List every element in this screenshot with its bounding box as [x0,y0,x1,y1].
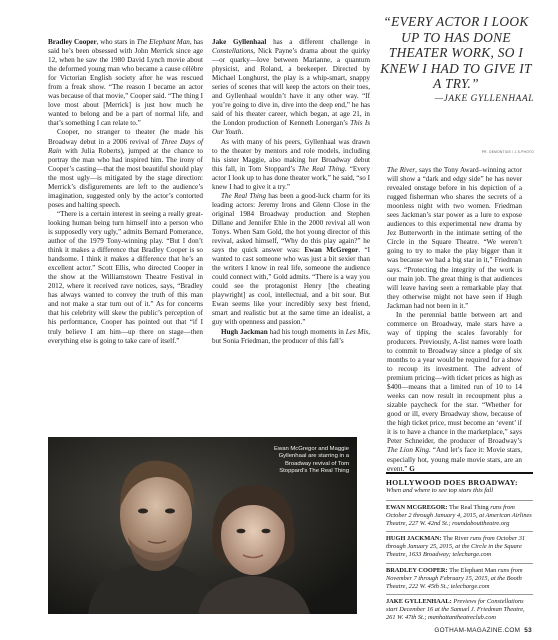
pull-quote [378,14,534,104]
sidebar-entry [386,594,533,622]
photo-credit: PR. DEMONTIUS / J.S.PHOTO [481,150,534,154]
paragraph: In the perennial battle between art and commerce on Broadway, male stars have a way of tipping the scales favorably for producers. Previously, A-list names were loath to commit to Broadway since a pledge of six months to a year would be required for a show to recoup its investment. The advent of premium pricing—with ticket prices as high as $400—means that a limited run of 10 to 14 weeks can now result in recoupment plus a sizable paycheck for the star. “Whether for good or ill, every Broadway show, because of the high ticket price, must become an ‘event’ if it is to have a chance in the marketplace,” says Peter Schneider, the producer of Broadway’s The Lion King. “And let’s face it: Movie stars, especially hot, young male movie stars, are an event.” G [387,310,523,473]
show-title: The River [387,166,416,174]
article-column-3 [387,166,522,474]
show-title: The Real Thing [448,504,489,511]
actor-name: HUGH JACKMAN: [386,535,442,543]
paragraph: Bradley Cooper, who stars in The Elephant Man, has said he’s been obsessed with John Merrick since age 12, when he saw the 1980 David Lynch movie about the deformed young man who became a cause célèbre for Victorian English society after he was rescued from a freak show. “The reason I became an actor was because of that movie,” Cooper said. “The thing I love most about [Merrick] is just how much he wanted to belong and be a part of normal life, and that’s something I can relate to.” [48,38,203,128]
page-footer [434,627,532,634]
show-title: The Lion King [387,446,429,455]
paragraph: The Real Thing has been a good-luck charm for its leading actors: Jeremy Irons and Glenn Close in the original 1984 Broadway production and Stephen Dillane and Jennifer Ehle in the 2000 revival all won Tonys. When Sam Gold, the hot young director of this revival, asked himself, “Why do this play again?” he says the quick answer was: Ewan McGregor. “I wanted to cast someone who was just a bit sexier than the writers I know in real life, someone the audience could connect with,” Gold admits. “There is a way you could see the protagonist Henry [the cheating playwright] as cool, intellectual, and a bit sour. But Ewan seems like your incredibly sexy best friend, smart and realistic but at the same time an idealist, a guy with openness and passion.” [212,191,370,327]
article-column-1 [48,38,203,346]
actor-name: EWAN MCGREGOR: [386,504,448,511]
lead-name: Bradley Cooper [48,38,97,46]
show-details: runs from November 7 through February 15, 2015, at the Booth Theatre, 222 W. 45th St.; telecharge.com [386,566,523,590]
photo-caption: Ewan McGregor and Maggie Gyllenhaal are starring in a Broadway revival of Tom Stoppard’s The Real Thing [274,446,349,475]
show-title: Les Mis [345,327,369,336]
show-title: Three Days of Rain [48,137,203,155]
end-mark: G [409,464,415,473]
paragraph: As with many of his peers, Gyllenhaal was drawn to the theater by mentors and role models, including his sister Maggie, also making her Broadway debut this fall, in Tom Stoppard’s The Real Thing. “Every actor I look up to has done theater work,” he said, “so I knew I had to give it a try.” [212,137,370,191]
cast-photo [48,437,357,614]
show-details: runs from October 2 through January 4, 2015, at American Airlines Theatre, 227 W. 42nd St.; roundabouttheatre.org [386,504,532,528]
sidebar-entry [386,500,533,528]
show-title: Constellations [212,47,254,56]
lead-name: Ewan McGregor [304,246,359,255]
paragraph: The River, says the Tony Award–winning actor will show a “dark and edgy side” he has never revealed onstage before in his depiction of a rugged fisherman who shares the secrets of a moonless night with two women. Friedman sees Jackman’s star power as a lure to expose audiences to this experimental new drama by Jez Butterworth in the intimate setting of the Circle in the Square Theatre. “We weren’t going to try to make the play bigger than it was because we had a big star in it,” Friedman says. “Protecting the integrity of the work is our main job. The great thing is that audiences will leave having seen a remarkable play that they otherwise might not have seen if Hugh Jackman had not been in it.” [387,166,522,310]
sidebar-subtitle: When and where to see top stars this fall [386,487,494,494]
show-details: Previews for Constellations start December 16 at the Samuel J. Friedman Theatre, 261 W. 47th St.; manhattantheatreclub.com [386,597,525,622]
pull-quote-attribution: —JAKE GYLLENHAAL [434,93,534,104]
paragraph: “There is a certain interest in seeing a really great-looking human being turn himself into a person who is supposedly very ugly,” admits Bernard Pomerance, author of the 1979 Tony-winning play. “But I don’t think it makes a difference that Bradley Cooper is so handsome. I think it makes a difference that he’s an excellent actor.” Scott Ellis, who directed Cooper in the show at the Williamstown Theatre Festival in 2012, where it received rave notices, says, “Bradley has always wanted to convey the truth of this man and not make a star turn out of it.” As for concerns that his celebrity will skew the public’s perception of his performance, Cooper has pointed out that “if I truly believe I am him—up there on stage—then everything else is going to take care of itself.” [48,209,203,345]
schedule-sidebar [386,472,533,622]
sidebar-title: HOLLYWOOD DOES BROADWAY: [386,478,518,487]
lead-name: Jake Gyllenhaal [212,38,267,46]
pull-quote-text: “EVERY ACTOR I LOOK UP TO HAS DONE THEATER WORK, SO I KNEW I HAD TO GIVE IT A TRY.” [380,14,532,92]
show-title: The Elephant Man [136,38,190,46]
sidebar-entry [386,531,533,559]
sidebar-entry [386,563,533,591]
paragraph: Cooper, no stranger to theater (he made his Broadway debut in a 2006 revival of Three Days of Rain with Julia Roberts), jumped at the chance to portray the man who had inspired him. The irony of Cooper’s casting—that the most beautiful should play the most ugly—is mitigated by the stage direction: Merrick’s disfigurements are left to the audience’s imagination, suggested only by the actor’s contorted poses and halting speech. [48,128,203,209]
show-title: This Is Our Youth [212,119,370,137]
actor-name: JAKE GYLLENHAAL: [386,597,452,605]
show-title: The Real Thing [298,164,345,173]
show-title: The Real Thing [221,191,267,200]
actor-name: BRADLEY COOPER: [386,566,448,574]
show-title: The Elephant Man [449,566,497,574]
page-number: 53 [524,627,532,634]
article-column-2 [212,38,370,346]
site-url: GOTHAM-MAGAZINE.COM [434,627,521,634]
show-details: runs from October 31 through January 25, 2015, at the Circle in the Square Theatre, 1633 Broadway; telecharge.com [386,535,526,559]
paragraph: Hugh Jackman had his tough moments in Les Mis, but Sonia Friedman, the producer of this fall’s [212,327,370,345]
show-title: The River [443,535,469,543]
paragraph: Jake Gyllenhaal has a different challenge in Constellations, Nick Payne’s drama about the quirky—or quarky—love between Marianne, a quantum physicist, and Roland, a beekeeper. Directed by Michael Longhurst, the play is a whip-smart, snappy series of scenes that will keep the actors on their toes, and Gyllenhaal wouldn’t have it any other way. “If you’re going to dive in, dive into the deep end,” he has said of his theater career, which began, at age 21, in the London production of Kenneth Lonergan’s This Is Our Youth. [212,38,370,137]
lead-name: Hugh Jackman [221,327,268,336]
